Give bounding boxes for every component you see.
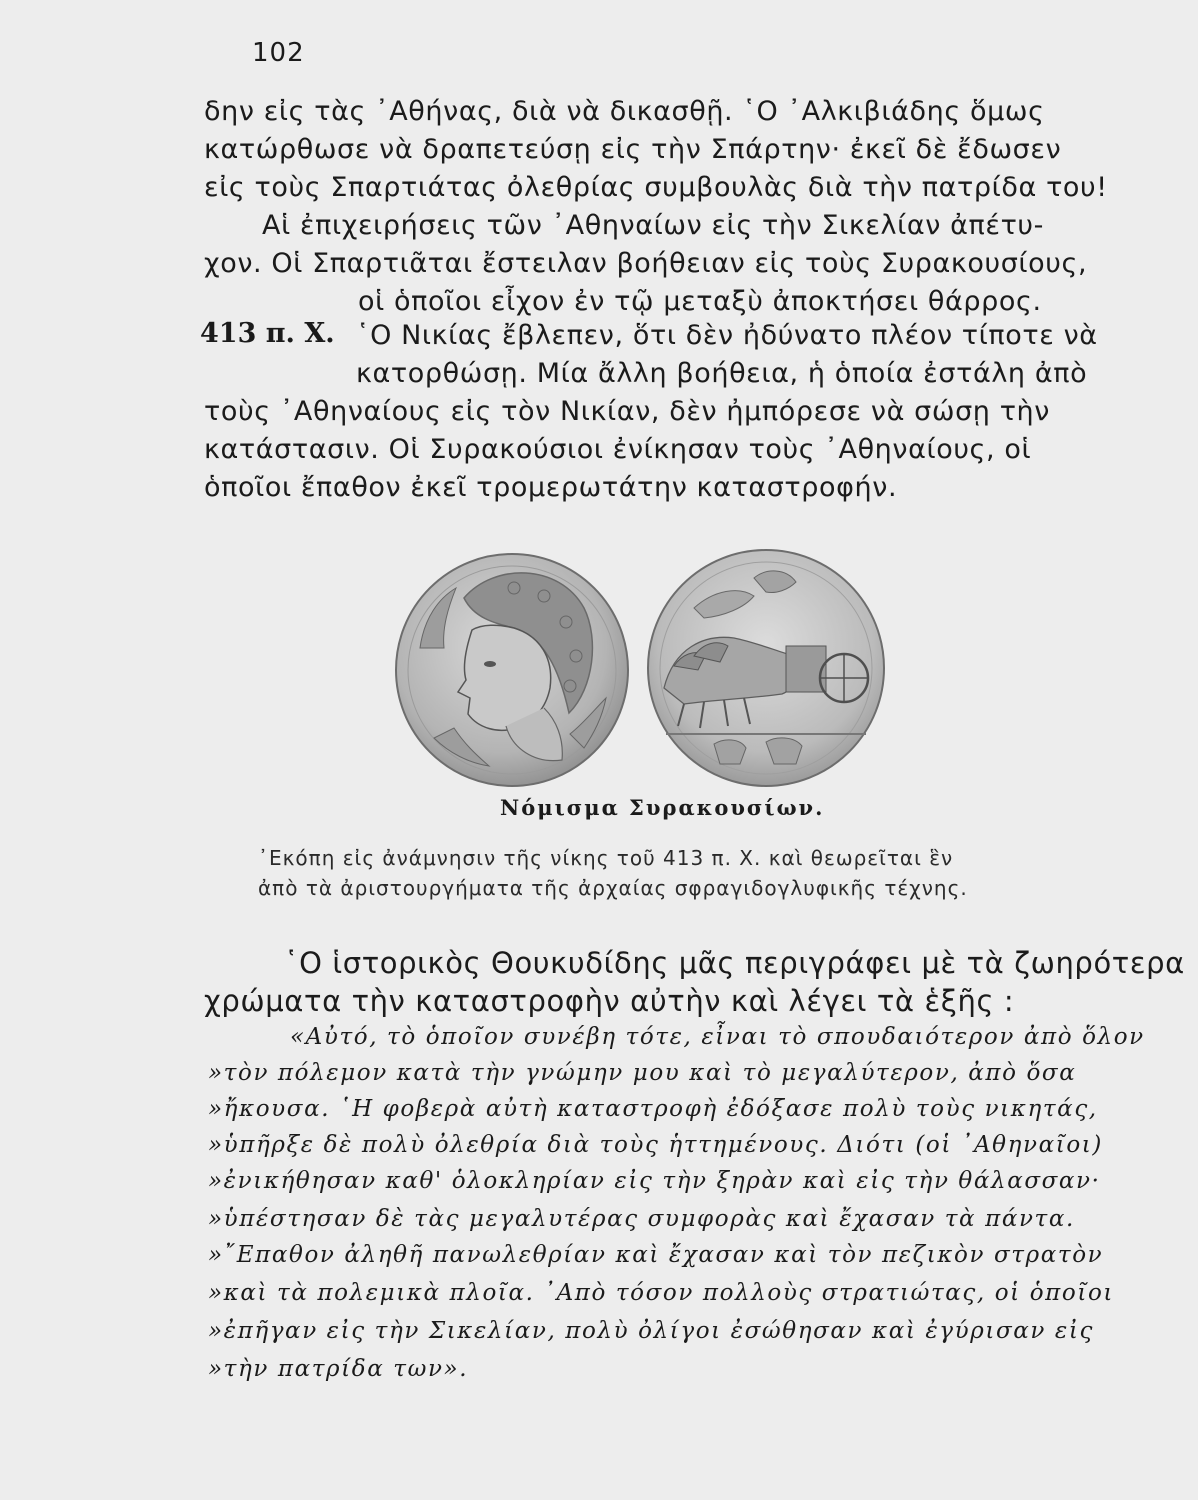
coin-figure xyxy=(394,538,894,808)
quote-line: »τὸν πόλεμον κατὰ τὴν γνώμην μου καὶ τὸ μεγαλύτερον, ἀπὸ ὅσα xyxy=(208,1060,1077,1086)
figure-caption-line: ᾿Εκόπη εἰς ἀνάμνησιν τῆς νίκης τοῦ 413 π. Χ. καὶ θεωρεῖται ἓν xyxy=(258,846,954,870)
quote-line: »ὑπῆρξε δὲ πολὺ ὀλεθρία διὰ τοὺς ἡττημένους. Διότι (οἱ ᾿Αθηναῖοι) xyxy=(208,1132,1103,1158)
quote-line: «Αὐτό, τὸ ὁποῖον συνέβη τότε, εἶναι τὸ σπουδαιότερον ἀπὸ ὅλον xyxy=(290,1024,1145,1050)
text-line: ῾Ο Νικίας ἔβλεπεν, ὅτι δὲν ἠδύνατο πλέον τίποτε νὰ xyxy=(356,320,1098,351)
text-line: εἰς τοὺς Σπαρτιάτας ὀλεθρίας συμβουλὰς διὰ τὴν πατρίδα του! xyxy=(204,172,1108,203)
text-line: κατώρθωσε νὰ δραπετεύσῃ εἰς τὴν Σπάρτην· ἐκεῖ δὲ ἔδωσεν xyxy=(204,134,1062,165)
quote-line: »ἐπῆγαν εἰς τὴν Σικελίαν, πολὺ ὀλίγοι ἐσώθησαν καὶ ἐγύρισαν εἰς xyxy=(208,1318,1094,1344)
figure-title: Νόμισμα Συρακουσίων. xyxy=(500,795,825,820)
text-line: κατορθώσῃ. Μία ἄλλη βοήθεια, ἡ ὁποία ἐστάλη ἀπὸ xyxy=(356,358,1088,389)
text-line: τοὺς ᾿Αθηναίους εἰς τὸν Νικίαν, δὲν ἠμπόρεσε νὰ σώσῃ τὴν xyxy=(204,396,1050,427)
quote-line: »τὴν πατρίδα των». xyxy=(208,1356,469,1382)
text-line: ῾Ο ἱστορικὸς Θουκυδίδης μᾶς περιγράφει μὲ τὰ ζωηρότερα xyxy=(284,946,1185,980)
text-line: χρώματα τὴν καταστροφὴν αὐτὴν καὶ λέγει τὰ ἑξῆς : xyxy=(204,984,1015,1018)
quote-line: »ἐνικήθησαν καθ' ὁλοκληρίαν εἰς τὴν ξηρὰν καὶ εἰς τὴν θάλασσαν· xyxy=(208,1168,1101,1194)
text-line: Αἱ ἐπιχειρήσεις τῶν ᾿Αθηναίων εἰς τὴν Σικελίαν ἀπέτυ- xyxy=(262,210,1044,241)
figure-caption-line: ἀπὸ τὰ ἀριστουργήματα τῆς ἀρχαίας σφραγιδογλυφικῆς τέχνης. xyxy=(258,876,968,900)
quote-line: »ἤκουσα. ῾Η φοβερὰ αὐτὴ καταστροφὴ ἐδόξασε πολὺ τοὺς νικητάς, xyxy=(208,1096,1098,1122)
quote-line: »ὑπέστησαν δὲ τὰς μεγαλυτέρας συμφορὰς καὶ ἔχασαν τὰ πάντα. xyxy=(208,1206,1075,1232)
page-number: 102 xyxy=(252,38,305,68)
margin-date: 413 π. Χ. xyxy=(200,318,335,349)
coin-obverse xyxy=(396,554,628,786)
text-line: κατάστασιν. Οἱ Συρακούσιοι ἐνίκησαν τοὺς ᾿Αθηναίους, οἱ xyxy=(204,434,1032,465)
quote-line: »῎Επαθον ἀληθῆ πανωλεθρίαν καὶ ἔχασαν καὶ τὸν πεζικὸν στρατὸν xyxy=(208,1242,1104,1268)
coin-reverse xyxy=(648,550,884,786)
text-line: χον. Οἱ Σπαρτιᾶται ἔστειλαν βοήθειαν εἰς τοὺς Συρακουσίους, xyxy=(204,248,1088,279)
text-line: οἱ ὁποῖοι εἶχον ἐν τῷ μεταξὺ ἀποκτήσει θάρρος. xyxy=(358,286,1042,317)
text-line: δην εἰς τὰς ᾿Αθήνας, διὰ νὰ δικασθῇ. ῾Ο ᾿Αλκιβιάδης ὅμως xyxy=(204,96,1045,127)
quote-line: »καὶ τὰ πολεμικὰ πλοῖα. ᾿Απὸ τόσον πολλοὺς στρατιώτας, οἱ ὁποῖοι xyxy=(208,1280,1115,1306)
text-line: ὁποῖοι ἔπαθον ἐκεῖ τρομερωτάτην καταστροφήν. xyxy=(204,472,898,503)
